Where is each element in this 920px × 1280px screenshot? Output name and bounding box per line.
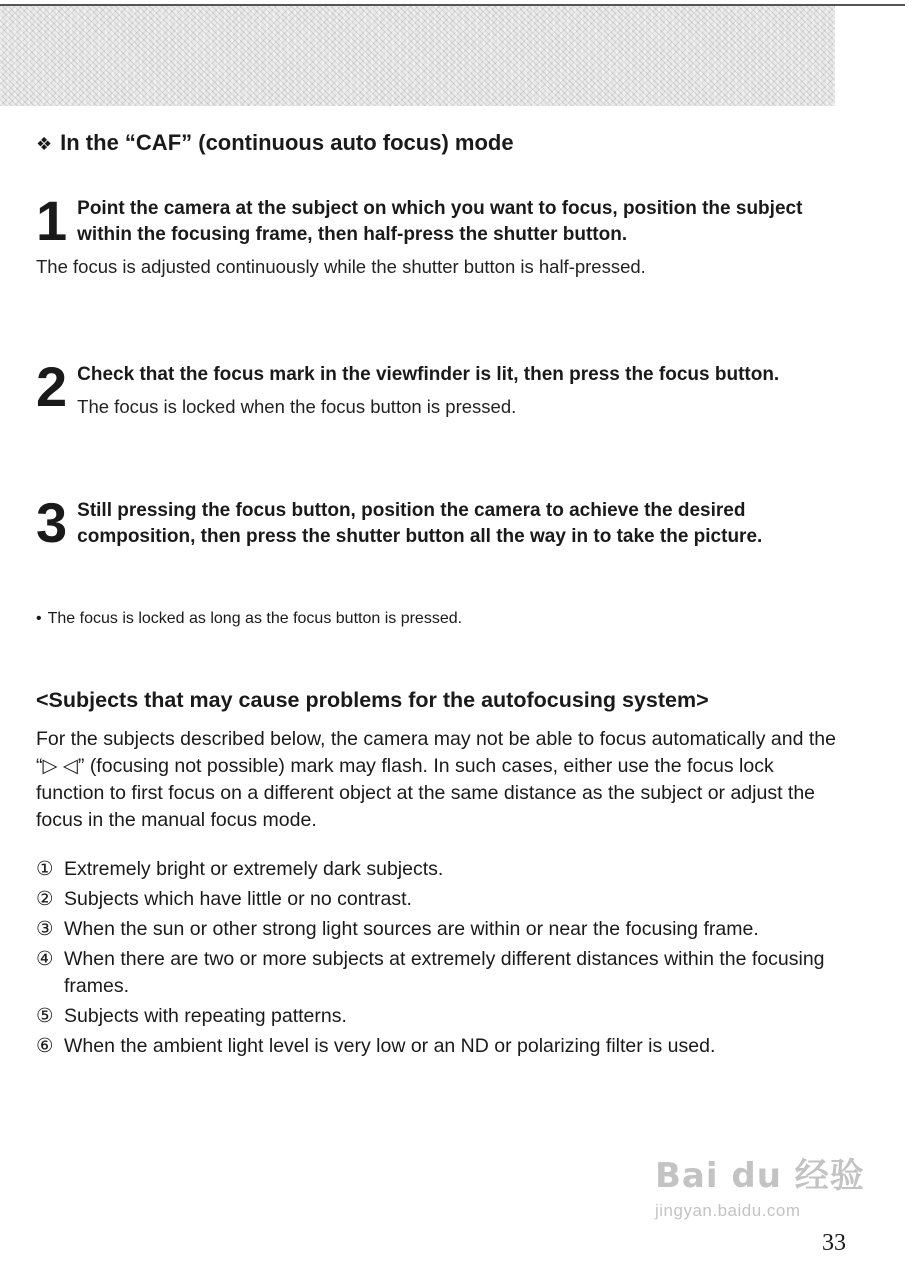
list-item xyxy=(36,1003,826,1030)
list-item-text: Subjects which have little or no contrast. xyxy=(64,888,412,910)
problems-intro: For the subjects described below, the camera may not be able to focus automatically and the “▷ ◁” (focusing not possible) mark may flash. In such cases, either use the focus lock function to first focus on a different object at the same distance as the subject or adjust the focus in the manual focus mode. xyxy=(36,728,836,831)
list-item xyxy=(36,886,826,913)
step-3-number: 3 xyxy=(36,491,68,554)
step-2 xyxy=(36,355,826,420)
problem-subjects-list xyxy=(36,856,826,1063)
baidu-watermark xyxy=(655,1148,875,1238)
step-1 xyxy=(36,189,826,280)
step-3-heading-text: Still pressing the focus button, position the camera to achieve the desired composition, then press the shutter button all the way in to take the picture. xyxy=(77,500,763,547)
baidu-paw-logo-icon: Bai du 经验 xyxy=(655,1156,865,1196)
list-marker: ③ xyxy=(36,918,54,940)
step-1-number: 1 xyxy=(36,189,68,252)
step-2-heading-text: Check that the focus mark in the viewfinder is lit, then press the focus button. xyxy=(77,364,780,385)
header-texture-band xyxy=(0,6,835,106)
list-item-text: When there are two or more subjects at extremely different distances within the focusing frames. xyxy=(64,948,825,997)
watermark-url: jingyan.baidu.com xyxy=(655,1201,801,1220)
step-1-body: The focus is adjusted continuously while the shutter button is half-pressed. xyxy=(36,256,646,277)
list-marker: ② xyxy=(36,888,54,910)
list-marker: ④ xyxy=(36,948,54,970)
list-item-text: Extremely bright or extremely dark subjects. xyxy=(64,858,444,880)
step-2-number: 2 xyxy=(36,355,68,418)
section-title xyxy=(36,130,514,156)
step-1-heading xyxy=(36,189,826,252)
list-item-text: When the ambient light level is very low or an ND or polarizing filter is used. xyxy=(64,1035,716,1057)
list-marker: ① xyxy=(36,858,54,880)
diamond-bullet-icon: ❖ xyxy=(36,134,53,154)
list-item-text: When the sun or other strong light sources are within or near the focusing frame. xyxy=(64,918,759,940)
problems-heading: <Subjects that may cause problems for the autofocusing system> xyxy=(36,688,709,712)
step-2-body: The focus is locked when the focus button is pressed. xyxy=(77,396,517,417)
step-1-heading-text: Point the camera at the subject on which you want to focus, position the subject within the focusing frame, then half-press the shutter button. xyxy=(77,198,803,245)
page-number: 33 xyxy=(822,1230,846,1256)
list-item-text: Subjects with repeating patterns. xyxy=(64,1005,347,1027)
list-item xyxy=(36,856,826,883)
list-item xyxy=(36,916,826,943)
section-title-text: In the “CAF” (continuous auto focus) mode xyxy=(60,130,514,155)
list-marker: ⑥ xyxy=(36,1035,54,1057)
list-marker: ⑤ xyxy=(36,1005,54,1027)
list-item xyxy=(36,946,826,1000)
list-item xyxy=(36,1033,826,1060)
step-3 xyxy=(36,491,826,554)
note-bullet: • xyxy=(36,610,42,627)
step-3-heading xyxy=(36,491,826,554)
note-text: The focus is locked as long as the focus button is pressed. xyxy=(47,610,463,627)
focus-lock-note xyxy=(36,610,462,628)
